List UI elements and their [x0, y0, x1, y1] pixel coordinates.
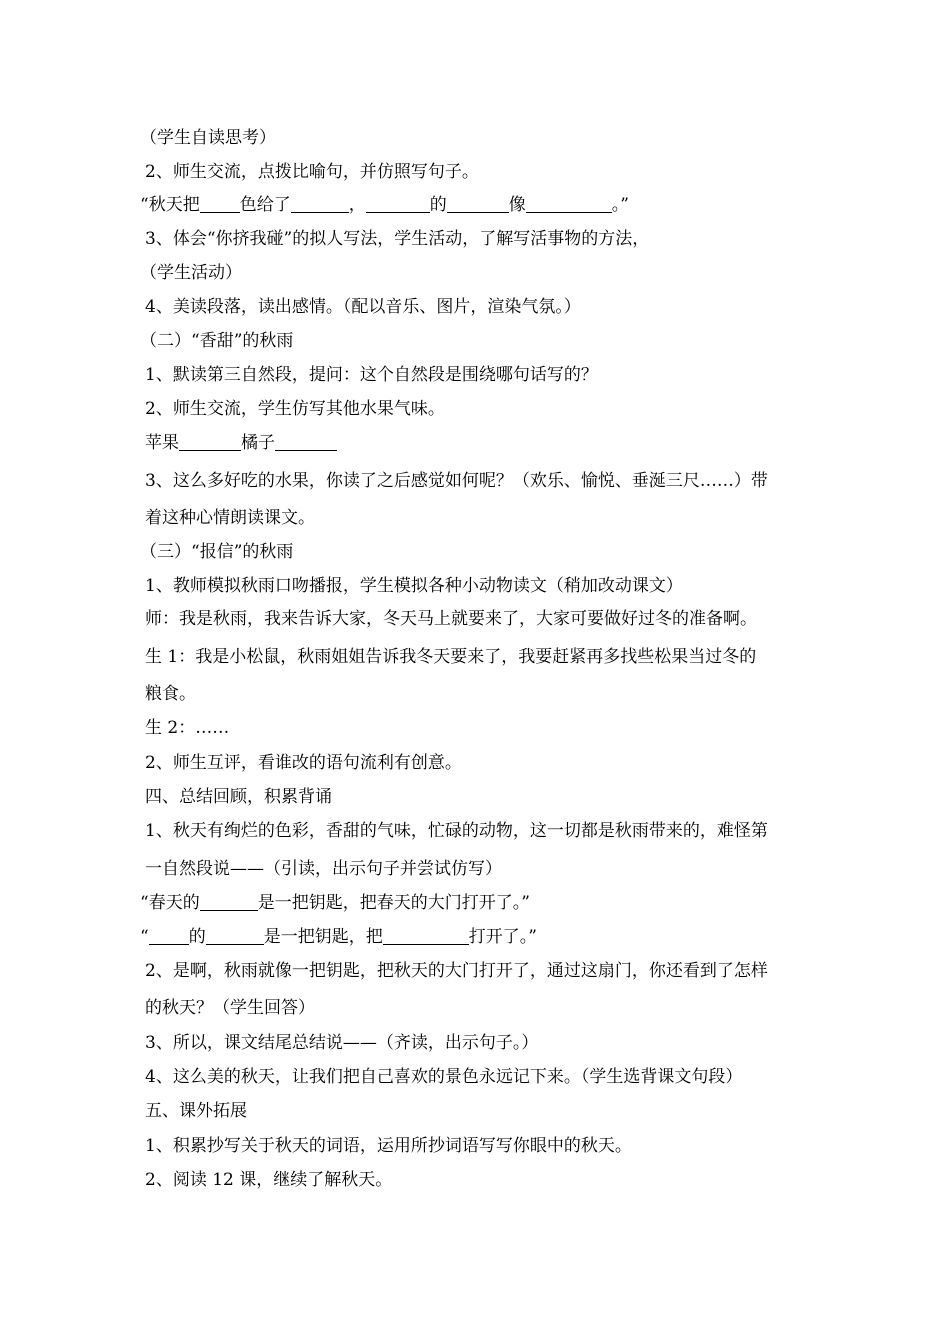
answer-blank: [366, 194, 430, 213]
text-line: 的秋天？（学生回答）: [145, 998, 315, 1018]
text-line: 3、体会“你挤我碰”的拟人写法，学生活动，了解写活事物的方法，: [145, 229, 650, 249]
answer-blank: [200, 892, 258, 911]
section-heading: （三）“报信”的秋雨: [140, 542, 294, 562]
answer-blank: [275, 432, 337, 451]
text-line: 1、积累抄写关于秋天的词语，运用所抄词语写写你眼中的秋天。: [145, 1136, 632, 1156]
answer-blank: [200, 194, 240, 213]
section-heading: 四、总结回顾，积累背诵: [145, 787, 332, 807]
text-line: 一自然段说——（引读，出示句子并尝试仿写）: [145, 859, 502, 879]
text-line: 生 2：……: [145, 718, 230, 738]
text-line: 2、师生交流，点拨比喻句，并仿照写句子。: [145, 162, 479, 182]
text-line: 着这种心情朗读课文。: [145, 508, 315, 528]
answer-blank: [206, 926, 264, 945]
answer-blank: [526, 194, 612, 213]
text-line: （学生自读思考）: [140, 128, 276, 148]
text-line: 2、阅读 12 课，继续了解秋天。: [145, 1170, 393, 1190]
answer-blank: [447, 194, 509, 213]
fill-in-sentence-autumn: “秋天把 色给了 ， 的 像 。”: [140, 195, 629, 215]
text-line: （学生活动）: [140, 263, 242, 283]
answer-blank: [179, 432, 241, 451]
text-line: 1、默读第三自然段，提问：这个自然段是围绕哪句话写的？: [145, 365, 598, 385]
text-line: 3、所以，课文结尾总结说——（齐读，出示句子。）: [145, 1033, 539, 1053]
text-line: 粮食。: [145, 684, 196, 704]
text-line: 4、美读段落，读出感情。（配以音乐、图片，渲染气氛。）: [145, 297, 581, 317]
fill-in-key-sentence: “ 的 是一把钥匙，把 打开了。”: [140, 927, 537, 947]
text-line: 2、师生交流，学生仿写其他水果气味。: [145, 399, 445, 419]
text-line: 2、师生互评，看谁改的语句流利有创意。: [145, 753, 462, 773]
fill-in-spring-key: “春天的 是一把钥匙，把春天的大门打开了。”: [140, 893, 530, 913]
answer-blank: [291, 194, 349, 213]
text-line: 1、教师模拟秋雨口吻播报，学生模拟各种小动物读文（稍加改动课文）: [145, 576, 683, 596]
text-line: 师：我是秋雨，我来告诉大家，冬天马上就要来了，大家可要做好过冬的准备啊。: [145, 609, 757, 629]
section-heading: 五、课外拓展: [145, 1101, 247, 1121]
section-heading: （二）“香甜”的秋雨: [140, 331, 294, 351]
text-line: 生 1：我是小松鼠，秋雨姐姐告诉我冬天要来了，我要赶紧再多找些松果当过冬的: [145, 647, 757, 667]
answer-blank: [383, 926, 469, 945]
text-line: 4、这么美的秋天，让我们把自己喜欢的景色永远记下来。（学生选背课文句段）: [145, 1067, 743, 1087]
text-line: 2、是啊，秋雨就像一把钥匙，把秋天的大门打开了，通过这扇门，你还看到了怎样: [145, 961, 768, 981]
fill-in-fruit-smells: 苹果 橘子: [145, 431, 825, 455]
text-line: 3、这么多好吃的水果，你读了之后感觉如何呢？（欢乐、愉悦、垂涎三尺……）带: [145, 471, 768, 491]
answer-blank: [149, 926, 189, 945]
text-line: 1、秋天有绚烂的色彩，香甜的气味，忙碌的动物，这一切都是秋雨带来的，难怪第: [145, 821, 768, 841]
